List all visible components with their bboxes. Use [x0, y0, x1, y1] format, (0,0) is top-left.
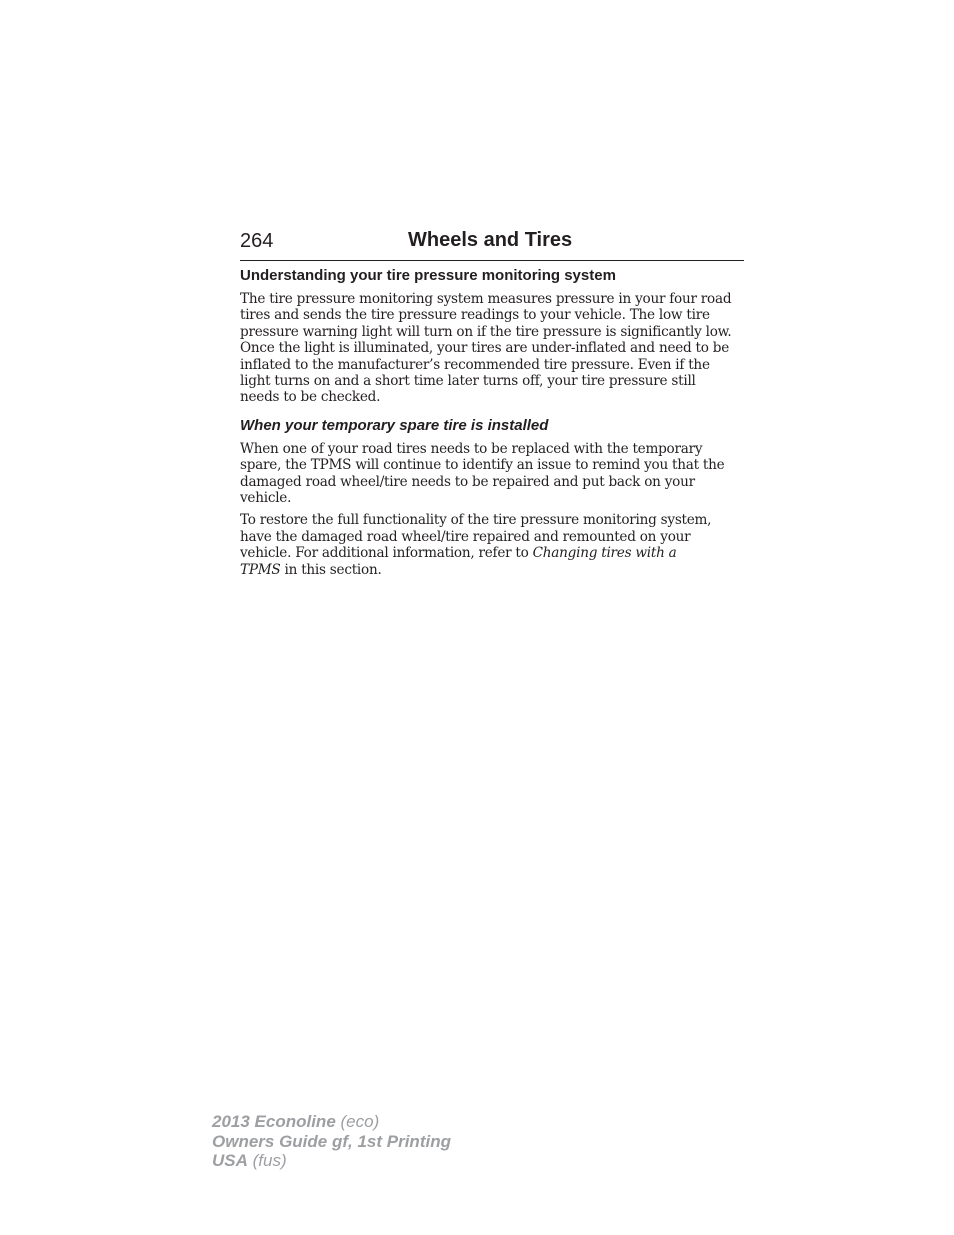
text-line: The tire pressure monitoring system measures pressure in your four road — [240, 291, 732, 307]
footer-line-guide: Owners Guide gf, 1st Printing — [212, 1131, 451, 1151]
footer-line-market — [212, 1151, 451, 1171]
footer-model-code: (eco) — [335, 1112, 380, 1131]
text-line: inflated to the manufacturer’s recommended tire pressure. Even if the — [240, 356, 710, 373]
text-line: To restore the full functionality of the tire pressure monitoring system, — [240, 512, 712, 529]
footer-line-model — [212, 1112, 451, 1132]
subheading-temporary-spare: When your temporary spare tire is installed — [240, 416, 549, 434]
text-line: tires and sends the tire pressure readings to your vehicle. The low tire — [240, 307, 710, 324]
section-title: Wheels and Tires — [408, 229, 573, 251]
page-header — [240, 228, 744, 261]
text-line: needs to be checked. — [240, 389, 381, 406]
footer-market-code: (fus) — [247, 1151, 287, 1170]
main-content — [240, 266, 750, 584]
text-line: damaged road wheel/tire needs to be repaired and put back on your — [240, 473, 695, 490]
text-line: When one of your road tires needs to be replaced with the temporary — [240, 440, 703, 457]
footer-market: USA — [212, 1151, 248, 1170]
text-segment: in this section. — [280, 561, 382, 578]
footer-model: 2013 Econoline — [212, 1112, 336, 1131]
text-line: vehicle. — [240, 490, 292, 507]
text-line — [240, 562, 750, 578]
text-line: Once the light is illuminated, your tires are under-inflated and need to be — [240, 340, 730, 357]
text-line — [240, 545, 750, 561]
page-footer — [212, 1112, 451, 1171]
text-line: spare, the TPMS will continue to identify an issue to remind you that the — [240, 457, 725, 474]
text-line: pressure warning light will turn on if the tire pressure is significantly low. — [240, 323, 732, 340]
cross-reference-link[interactable]: TPMS — [240, 561, 281, 578]
cross-reference-link[interactable]: Changing tires with a — [532, 545, 677, 562]
text-line: have the damaged road wheel/tire repaired and remounted on your — [240, 528, 691, 545]
text-line: light turns on and a short time later turns off, your tire pressure still — [240, 373, 696, 390]
paragraph-temporary-spare — [240, 441, 750, 507]
paragraph-restore-functionality — [240, 512, 750, 578]
text-segment: vehicle. For additional information, refer to — [240, 545, 533, 562]
paragraph-tpms-description — [240, 291, 750, 406]
page-number: 264 — [240, 230, 274, 252]
subheading-understanding-tpms: Understanding your tire pressure monitoring system — [240, 267, 616, 284]
